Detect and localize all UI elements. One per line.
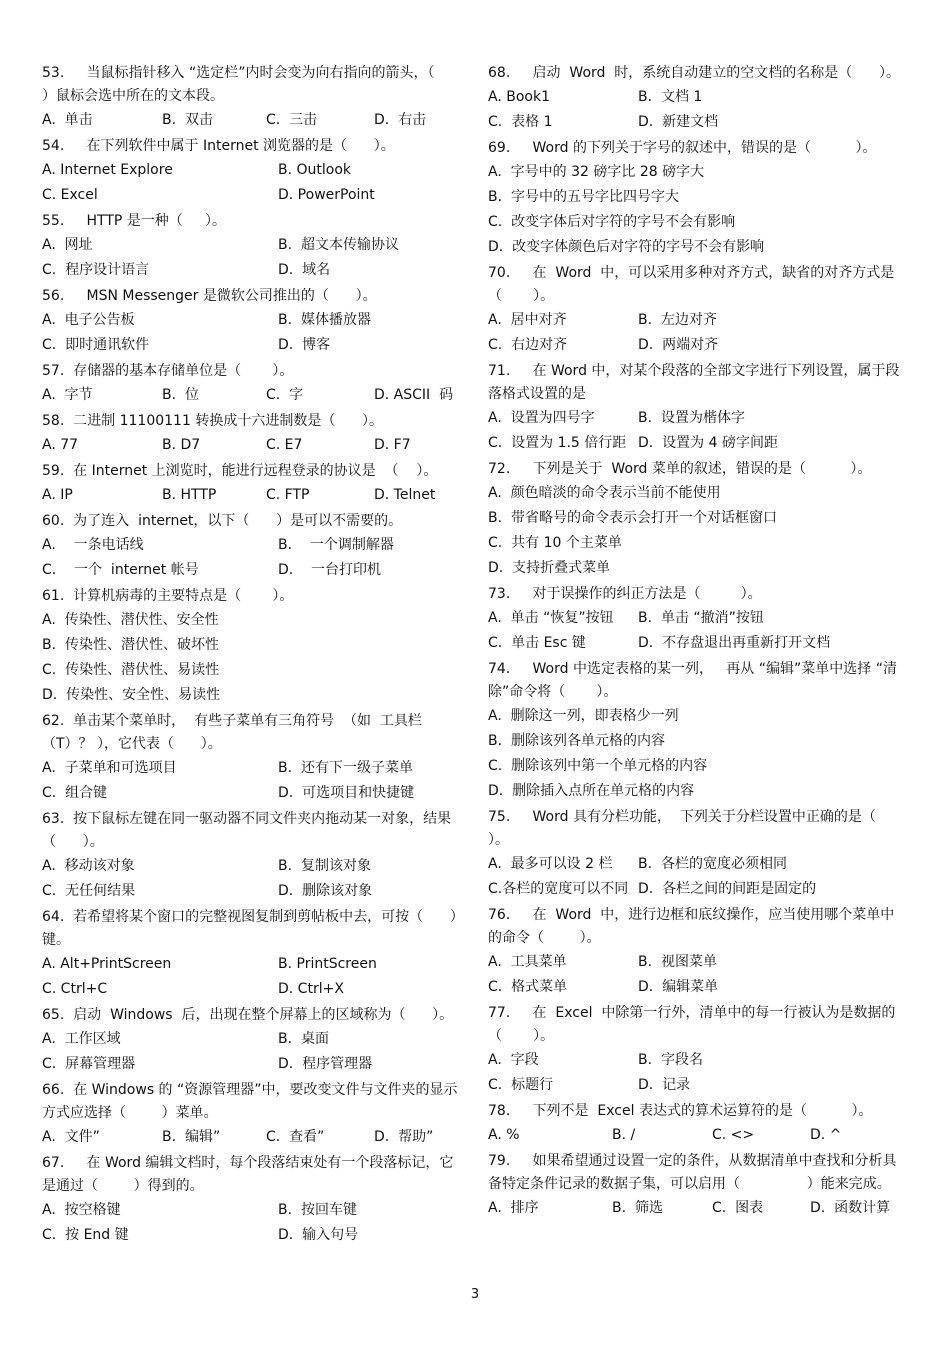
question-stem: 73. 对于误操作的纠正方法是（ ）。 (488, 586, 762, 602)
answer-option: B. 视图菜单 (638, 954, 717, 970)
question-stem: 79. 如果希望通过设置一定的条件，从数据清单中查找和分析具备特定条件记录的数据子集，可以启用（ ）能来完成。 (488, 1153, 897, 1192)
answer-option: D. PowerPoint (278, 187, 375, 203)
question-stem: 62. 单击某个菜单时， 有些子菜单有三角符号 （如 工具栏（T）？ ），它代表（ ）。 (42, 713, 422, 752)
answer-option: A. 字段 (488, 1052, 539, 1068)
option-row (488, 531, 908, 556)
answer-option: D. 右击 (374, 112, 427, 128)
answer-option: B. 字段名 (638, 1052, 703, 1068)
question-stem: 66. 在 Windows 的 “资源管理器”中，要改变文件与文件夹的显示方式应选择（ ）菜单。 (42, 1082, 458, 1121)
answer-option: B. 按回车键 (278, 1202, 357, 1218)
option-row (488, 704, 908, 729)
option-row (488, 308, 908, 333)
answer-option: C. 查看” (266, 1129, 325, 1145)
question-stem: 58. 二进制 11100111 转换成十六进制数是（ ）。 (42, 413, 384, 429)
answer-option: C. 屏幕管理器 (42, 1056, 136, 1072)
right-column (488, 60, 908, 1221)
option-row (488, 235, 908, 260)
option-row (42, 781, 462, 806)
answer-option: D. ^ (810, 1127, 842, 1143)
answer-option: C. 字 (266, 387, 304, 403)
answer-option: D. 设置为 4 磅字间距 (638, 435, 778, 451)
answer-option: C. 删除该列中第一个单元格的内容 (488, 758, 708, 774)
option-row (42, 1198, 462, 1223)
answer-option: D. 改变字体颜色后对字符的字号不会有影响 (488, 239, 765, 255)
question-stem: 69. Word 的下列关于字号的叙述中，错误的是（ ）。 (488, 140, 877, 156)
option-row (488, 1073, 908, 1098)
option-row (42, 383, 462, 408)
question-stem: 68. 启动 Word 时，系统自动建立的空文档的名称是（ ）。 (488, 65, 901, 81)
question-stem: 59. 在 Internet 上浏览时，能进行远程登录的协议是 （ ）。 (42, 463, 438, 479)
option-row (42, 633, 462, 658)
question (488, 902, 908, 1000)
option-row (488, 333, 908, 358)
answer-option: C. 即时通讯软件 (42, 337, 150, 353)
question-stem: 64. 若希望将某个窗口的完整视图复制到剪帖板中去，可按（ ）键。 (42, 909, 457, 948)
question (488, 260, 908, 358)
answer-option: B. 删除该列各单元格的内容 (488, 733, 665, 749)
answer-option: C. Ctrl+C (42, 981, 108, 997)
question-stem: 76. 在 Word 中，进行边框和底纹操作，应当使用哪个菜单中的命令（ ）。 (488, 907, 895, 946)
answer-option: A. 设置为四号字 (488, 410, 595, 426)
question-stem: 70. 在 Word 中，可以采用多种对齐方式，缺省的对齐方式是（ ）。 (488, 265, 895, 304)
question-stem: 71. 在 Word 中，对某个段落的全部文字进行下列设置，属于段落格式设置的是 (488, 363, 900, 402)
answer-option: D. 两端对齐 (638, 337, 719, 353)
answer-option: B. 文档 1 (638, 89, 703, 105)
option-row (488, 160, 908, 185)
option-row (488, 852, 908, 877)
answer-option: B. 一个调制解器 (278, 537, 394, 553)
answer-option: B. HTTP (162, 487, 217, 503)
answer-option: A. Alt+PrintScreen (42, 956, 172, 972)
answer-option: C. 右边对齐 (488, 337, 568, 353)
answer-option: C. 设置为 1.5 倍行距 (488, 435, 627, 451)
answer-option: A. 一条电话线 (42, 537, 144, 553)
answer-option: B. 位 (162, 387, 199, 403)
answer-option: D. Telnet (374, 487, 436, 503)
answer-option: C. 无任何结果 (42, 883, 136, 899)
option-row (42, 756, 462, 781)
question (42, 133, 462, 208)
option-row (488, 1048, 908, 1073)
option-row (42, 108, 462, 133)
answer-option: D. ASCII 码 (374, 387, 454, 403)
answer-option: C. 传染性、潜伏性、易读性 (42, 662, 220, 678)
answer-option: C. 改变字体后对字符的字号不会有影响 (488, 214, 736, 230)
answer-option: D. Ctrl+X (278, 981, 344, 997)
option-row (42, 533, 462, 558)
answer-option: D. 编辑菜单 (638, 979, 719, 995)
answer-option: B. 筛选 (612, 1200, 663, 1216)
option-row (42, 558, 462, 583)
answer-option: D. 域名 (278, 262, 331, 278)
question-stem: 65. 启动 Windows 后，出现在整个屏幕上的区域称为（ ）。 (42, 1007, 454, 1023)
answer-option: D. 帮助” (374, 1129, 434, 1145)
question-stem: 60. 为了连入 internet，以下（ ）是可以不需要的。 (42, 513, 403, 529)
answer-option: A. 文件” (42, 1129, 100, 1145)
question-stem: 56. MSN Messenger 是微软公司推出的（ ）。 (42, 288, 377, 304)
option-row (488, 950, 908, 975)
option-row (488, 631, 908, 656)
answer-option: B. 字号中的五号字比四号字大 (488, 189, 679, 205)
option-row (488, 1123, 908, 1148)
answer-option: D. 函数计算 (810, 1200, 891, 1216)
answer-option: B. 传染性、潜伏性、破坏性 (42, 637, 219, 653)
answer-option: A. 传染性、潜伏性、安全性 (42, 612, 219, 628)
option-row (42, 1125, 462, 1150)
question-stem: 72. 下列是关于 Word 菜单的叙述，错误的是（ ）。 (488, 461, 872, 477)
answer-option: C. Excel (42, 187, 98, 203)
answer-option: C. 共有 10 个主菜单 (488, 535, 622, 551)
question-stem: 57. 存储器的基本存储单位是（ ）。 (42, 363, 294, 379)
answer-option: B. Outlook (278, 162, 352, 178)
question-stem: 61. 计算机病毒的主要特点是（ ）。 (42, 588, 294, 604)
answer-option: C. <> (712, 1127, 755, 1143)
answer-option: A. 删除这一列，即表格少一列 (488, 708, 679, 724)
question-stem: 78. 下列不是 Excel 表达式的算术运算符的是（ ）。 (488, 1103, 873, 1119)
answer-option: A. IP (42, 487, 73, 503)
answer-option: A. 居中对齐 (488, 312, 567, 328)
answer-option: A. 单击 “恢复”按钮 (488, 610, 614, 626)
question-stem: 77. 在 Excel 中除第一行外，清单中的每一行被认为是数据的（ ）。 (488, 1005, 896, 1044)
option-row (42, 158, 462, 183)
answer-option: D. 支持折叠式菜单 (488, 560, 611, 576)
answer-option: C. 一个 internet 帐号 (42, 562, 199, 578)
answer-option: C. 三击 (266, 112, 318, 128)
option-row (488, 481, 908, 506)
answer-option: C. 格式菜单 (488, 979, 568, 995)
answer-option: D. 记录 (638, 1077, 691, 1093)
question (42, 208, 462, 283)
option-row (488, 1196, 908, 1221)
option-row (488, 431, 908, 456)
option-row (42, 952, 462, 977)
option-row (42, 1027, 462, 1052)
option-row (42, 233, 462, 258)
option-row (42, 977, 462, 1002)
question (42, 1077, 462, 1150)
answer-option: D. 各栏之间的间距是固定的 (638, 881, 817, 897)
answer-option: B. 单击 “撤消”按钮 (638, 610, 764, 626)
answer-option: A. 网址 (42, 237, 93, 253)
answer-option: A. 77 (42, 437, 79, 453)
answer-option: B. 桌面 (278, 1031, 329, 1047)
question (42, 283, 462, 358)
option-row (42, 658, 462, 683)
option-row (42, 608, 462, 633)
option-row (488, 729, 908, 754)
answer-option: B. 各栏的宽度必须相同 (638, 856, 787, 872)
answer-option: A. 工作区域 (42, 1031, 121, 1047)
answer-option: A. 颜色暗淡的命令表示当前不能使用 (488, 485, 721, 501)
answer-option: C.各栏的宽度可以不同 (488, 881, 629, 897)
option-row (488, 406, 908, 431)
answer-option: D. 输入句号 (278, 1227, 359, 1243)
option-row (42, 258, 462, 283)
answer-option: D. 删除该对象 (278, 883, 373, 899)
option-row (42, 433, 462, 458)
answer-option: A. 电子公告板 (42, 312, 135, 328)
question (42, 806, 462, 904)
option-row (42, 854, 462, 879)
question (42, 904, 462, 1002)
answer-option: C. 组合键 (42, 785, 108, 801)
question (42, 60, 462, 133)
answer-option: C. 标题行 (488, 1077, 554, 1093)
option-row (42, 683, 462, 708)
question-stem: 67. 在 Word 编辑文档时，每个段落结束处有一个段落标记，它是通过（ ）得到的。 (42, 1155, 454, 1194)
question (42, 408, 462, 458)
answer-option: A. 工具菜单 (488, 954, 567, 970)
question (488, 1148, 908, 1221)
answer-option: B. / (612, 1127, 636, 1143)
question (488, 1098, 908, 1148)
answer-option: A. 排序 (488, 1200, 539, 1216)
option-row (488, 975, 908, 1000)
option-row (42, 308, 462, 333)
answer-option: A. Book1 (488, 89, 550, 105)
answer-option: D. 可选项目和快捷键 (278, 785, 415, 801)
option-row (488, 185, 908, 210)
question (488, 456, 908, 581)
answer-option: A. 字节 (42, 387, 93, 403)
answer-option: A. 单击 (42, 112, 93, 128)
question (488, 804, 908, 902)
answer-option: A. 字号中的 32 磅字比 28 磅字大 (488, 164, 705, 180)
answer-option: B. 媒体播放器 (278, 312, 371, 328)
answer-option: B. 设置为楷体字 (638, 410, 745, 426)
question (42, 458, 462, 508)
question (42, 583, 462, 708)
answer-option: A. 按空格键 (42, 1202, 121, 1218)
option-row (488, 210, 908, 235)
left-column (42, 60, 462, 1248)
answer-option: B. 双击 (162, 112, 213, 128)
answer-option: A. 最多可以设 2 栏 (488, 856, 613, 872)
question-stem: 53. 当鼠标指针移入 “选定栏”内时会变为向右指向的箭头，（ ）鼠标会选中所在的文本段。 (42, 65, 457, 104)
answer-option: D. 传染性、安全性、易读性 (42, 687, 221, 703)
question-stem: 74. Word 中选定表格的某一列， 再从 “编辑”菜单中选择 “清除”命令将（ ）。 (488, 661, 897, 700)
question (42, 1002, 462, 1077)
answer-option: C. FTP (266, 487, 310, 503)
option-row (42, 183, 462, 208)
question (42, 1150, 462, 1248)
answer-option: C. E7 (266, 437, 303, 453)
question-stem: 63. 按下鼠标左键在同一驱动器不同文件夹内拖动某一对象，结果（ ）。 (42, 811, 452, 850)
option-row (488, 110, 908, 135)
answer-option: C. 程序设计语言 (42, 262, 150, 278)
question (488, 581, 908, 656)
question (42, 358, 462, 408)
answer-option: A. Internet Explore (42, 162, 173, 178)
option-row (488, 754, 908, 779)
answer-option: A. % (488, 1127, 520, 1143)
option-row (42, 879, 462, 904)
answer-option: B. 编辑” (162, 1129, 221, 1145)
answer-option: B. 超文本传输协议 (278, 237, 399, 253)
question (488, 135, 908, 260)
option-row (42, 333, 462, 358)
answer-option: D. 博客 (278, 337, 331, 353)
answer-option: D. 程序管理器 (278, 1056, 373, 1072)
question-stem: 54. 在下列软件中属于 Internet 浏览器的是（ ）。 (42, 138, 395, 154)
option-row (488, 606, 908, 631)
option-row (488, 556, 908, 581)
answer-option: A. 移动该对象 (42, 858, 135, 874)
answer-option: D. 不存盘退出再重新打开文档 (638, 635, 831, 651)
question (42, 508, 462, 583)
answer-option: C. 图表 (712, 1200, 764, 1216)
answer-option: B. 复制该对象 (278, 858, 371, 874)
option-row (42, 1223, 462, 1248)
answer-option: B. 左边对齐 (638, 312, 717, 328)
answer-option: A. 子菜单和可选项目 (42, 760, 177, 776)
answer-option: D. F7 (374, 437, 411, 453)
question (488, 60, 908, 135)
answer-option: C. 按 End 键 (42, 1227, 129, 1243)
question (488, 656, 908, 804)
answer-option: B. 还有下一级子菜单 (278, 760, 413, 776)
question (488, 1000, 908, 1098)
question-stem: 55. HTTP 是一种（ ）。 (42, 213, 227, 229)
answer-option: B. D7 (162, 437, 201, 453)
option-row (42, 1052, 462, 1077)
answer-option: B. 带省略号的命令表示会打开一个对话框窗口 (488, 510, 777, 526)
answer-option: D. 一台打印机 (278, 562, 382, 578)
option-row (488, 506, 908, 531)
answer-option: C. 表格 1 (488, 114, 553, 130)
option-row (488, 779, 908, 804)
question (488, 358, 908, 456)
option-row (42, 483, 462, 508)
answer-option: D. 新建文档 (638, 114, 719, 130)
option-row (488, 85, 908, 110)
page-number: 3 (470, 1287, 480, 1302)
answer-option: D. 删除插入点所在单元格的内容 (488, 783, 695, 799)
question (42, 708, 462, 806)
question-stem: 75. Word 具有分栏功能， 下列关于分栏设置中正确的是（ ）。 (488, 809, 908, 848)
answer-option: C. 单击 Esc 键 (488, 635, 586, 651)
answer-option: B. PrintScreen (278, 956, 377, 972)
option-row (488, 877, 908, 902)
